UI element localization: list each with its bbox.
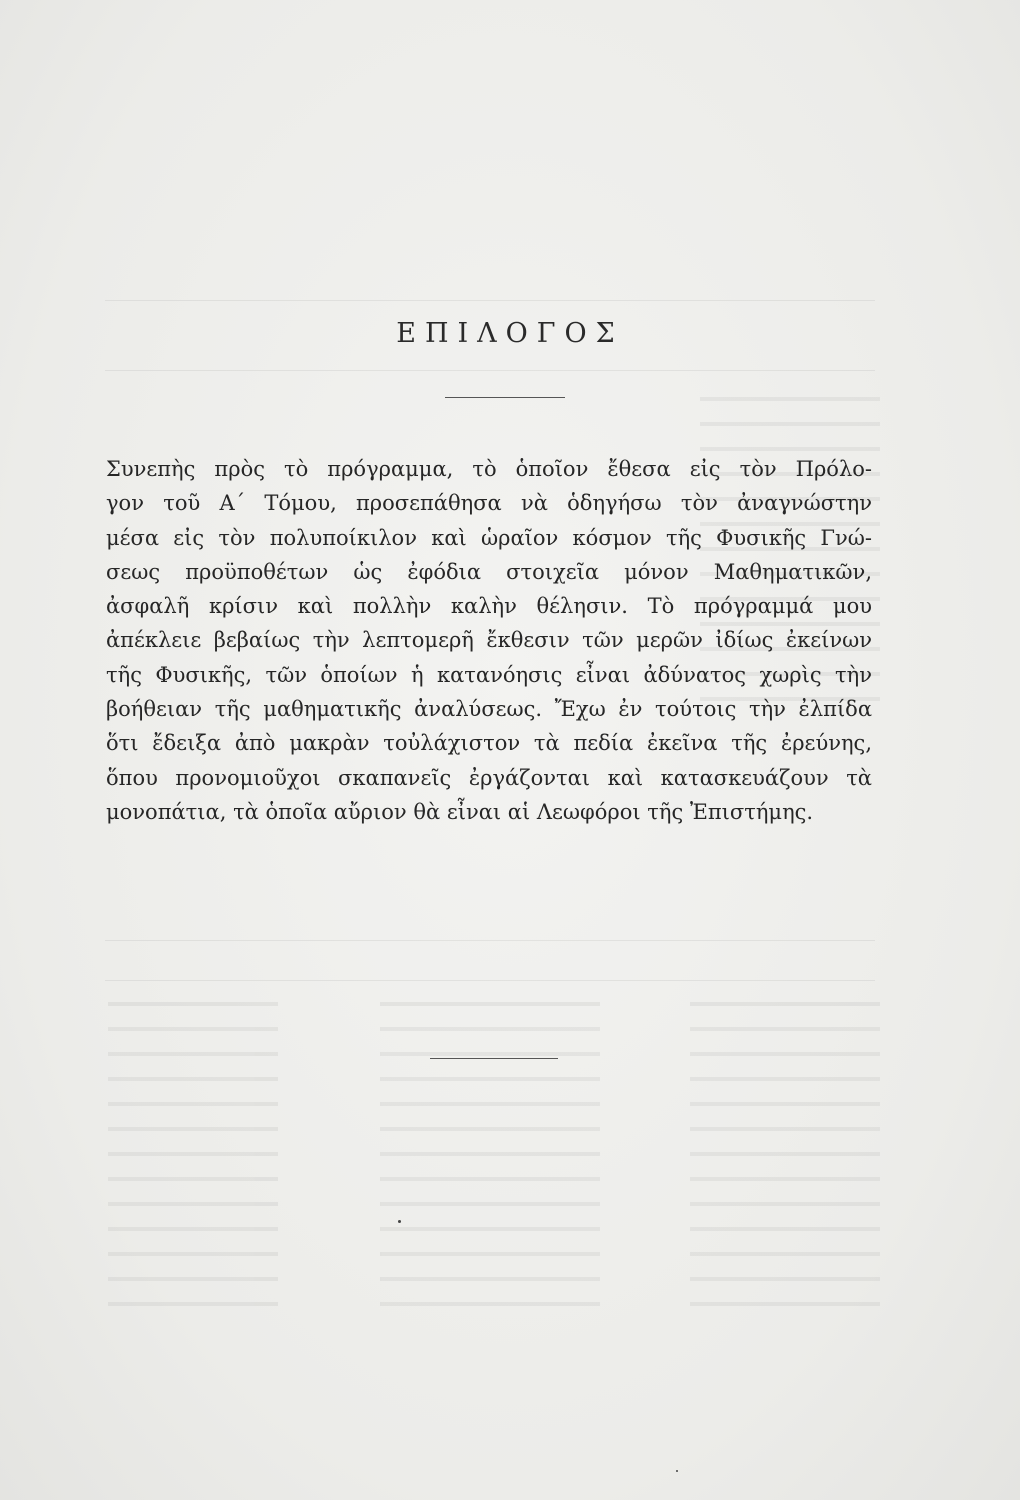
ink-speck [676,1470,678,1472]
ink-speck [398,1220,401,1223]
paragraph-line: ὅπου προνομιοῦχοι σκαπανεῖς ἐργάζονται καὶ κατασκευάζουν τὰ [106,765,872,790]
page-title: ΕΠΙΛΟΓΟΣ [396,318,624,349]
paragraph-line: ἀπέκλειε βεβαίως τὴν λεπτομερῆ ἔκθεσιν τῶν μερῶν ἰδίως ἐκείνων [106,628,872,653]
title-divider [445,397,565,398]
epilogue-paragraph [106,452,872,829]
paragraph-line: μονοπάτια, τὰ ὁποῖα αὔριον θὰ εἶναι αἱ Λεωφόροι τῆς Ἐπιστήμης. [106,799,814,824]
paragraph-line: ἀσφαλῆ κρίσιν καὶ πολλὴν καλὴν θέλησιν. Τὸ πρόγραμμά μου [106,594,872,619]
paragraph-line: Συνεπὴς πρὸς τὸ πρόγραμμα, τὸ ὁποῖον ἔθεσα εἰς τὸν Πρόλο- [106,457,872,481]
paragraph-line: σεως προϋποθέτων ὡς ἐφόδια στοιχεῖα μόνον Μαθηματικῶν, [106,559,872,584]
end-divider [430,1058,558,1059]
paragraph-line: τῆς Φυσικῆς, τῶν ὁποίων ἡ κατανόησις εἶναι ἀδύνατος χωρὶς τὴν [106,662,872,687]
paragraph-line: γον τοῦ Α΄ Τόμου, προσεπάθησα νὰ ὁδηγήσω τὸν ἀναγνώστην [106,491,872,516]
paragraph-line: μέσα εἰς τὸν πολυποίκιλον καὶ ὡραῖον κόσμον τῆς Φυσικῆς Γνώ- [106,525,872,550]
paragraph-line: ὅτι ἔδειξα ἀπὸ μακρὰν τοὐλάχιστον τὰ πεδία ἐκεῖνα τῆς ἐρεύνης, [106,731,872,756]
paragraph-line: βοήθειαν τῆς μαθηματικῆς ἀναλύσεως. Ἔχω ἐν τούτοις τὴν ἐλπίδα [106,697,872,722]
